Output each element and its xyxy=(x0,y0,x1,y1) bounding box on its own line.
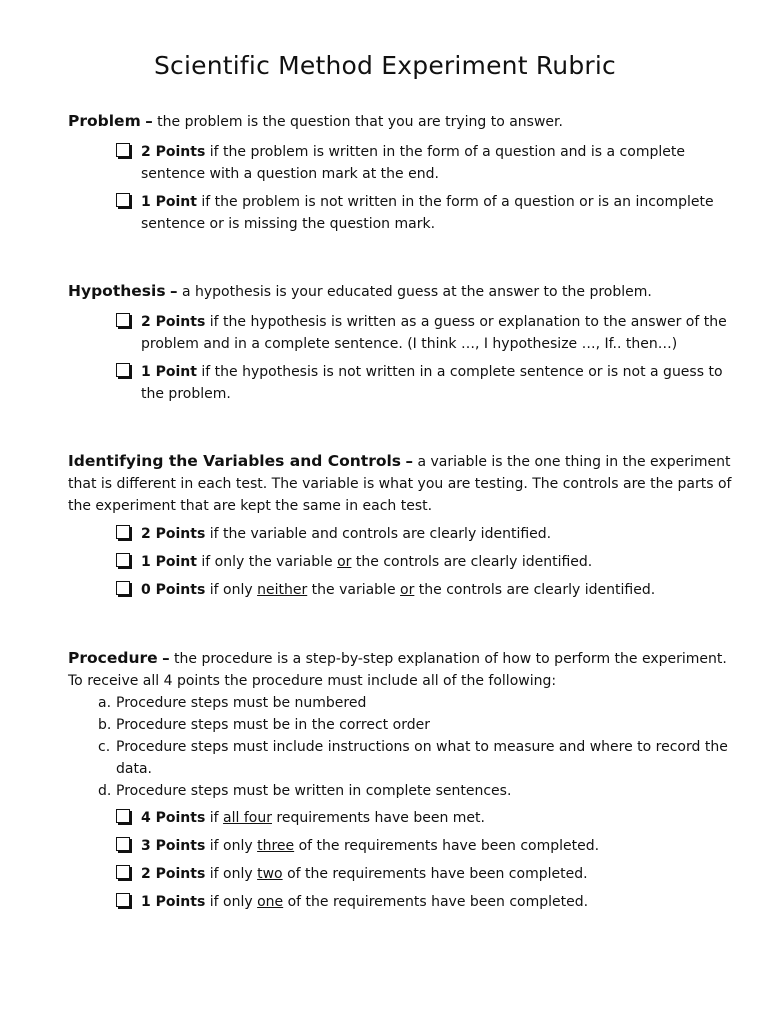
option-emphasis: neither xyxy=(257,582,308,598)
option-points: 1 Points xyxy=(141,894,206,910)
list-letter: b. xyxy=(98,717,112,733)
section-procedure xyxy=(68,647,740,913)
checkbox-option xyxy=(68,551,740,573)
checkbox-option xyxy=(68,891,740,913)
option-text: of the requirements have been completed. xyxy=(298,838,600,854)
option-text: if only xyxy=(209,866,253,882)
option-points: 2 Points xyxy=(141,526,206,542)
option-points: 3 Points xyxy=(141,838,206,854)
section-dash: – xyxy=(170,282,178,300)
checkbox-icon[interactable] xyxy=(116,313,130,327)
option-text: the variable xyxy=(311,582,396,598)
list-item xyxy=(98,780,740,802)
list-letter: c. xyxy=(98,739,111,755)
section-heading xyxy=(68,647,740,692)
section-variables-controls xyxy=(68,450,740,601)
option-text: the controls are clearly identified. xyxy=(355,554,593,570)
option-text: requirements have been met. xyxy=(276,810,485,826)
checkbox-option xyxy=(68,579,740,601)
checkbox-icon[interactable] xyxy=(116,143,130,157)
page-title: Scientific Method Experiment Rubric xyxy=(153,51,616,80)
option-emphasis: two xyxy=(257,866,283,882)
option-points: 1 Point xyxy=(141,364,197,380)
checkbox-option xyxy=(68,361,740,405)
checkbox-icon[interactable] xyxy=(116,363,130,377)
option-text: if only xyxy=(209,894,253,910)
section-heading xyxy=(68,280,740,303)
list-letter: d. xyxy=(98,783,112,799)
section-description: a hypothesis is your educated guess at the answer to the problem. xyxy=(181,284,652,300)
list-text: Procedure steps must be in the correct order xyxy=(116,717,430,733)
option-emphasis: all four xyxy=(223,810,272,826)
option-points: 1 Point xyxy=(141,554,197,570)
option-text: if the problem is not written in the form of a question or is an incomplete sentence or is missing the question mark. xyxy=(141,194,714,232)
section-hypothesis xyxy=(68,280,740,405)
option-text: if xyxy=(209,810,219,826)
checkbox-option xyxy=(68,523,740,545)
option-text: if the variable and controls are clearly identified. xyxy=(209,526,552,542)
option-text: if only xyxy=(209,838,253,854)
list-item xyxy=(98,714,740,736)
checkbox-icon[interactable] xyxy=(116,581,130,595)
section-dash: – xyxy=(405,452,413,470)
section-problem xyxy=(68,110,740,235)
checkbox-icon[interactable] xyxy=(116,525,130,539)
checkbox-option xyxy=(68,311,740,355)
section-name: Identifying the Variables and Controls xyxy=(68,452,402,470)
checkbox-icon[interactable] xyxy=(116,809,130,823)
section-heading xyxy=(68,110,740,133)
section-name: Problem xyxy=(68,112,141,130)
list-text: Procedure steps must be numbered xyxy=(116,695,367,711)
list-item xyxy=(98,692,740,714)
section-description: a variable is the one thing in the experiment that is different in each test. The variable is what you are testing. The controls are the parts of the experiment that are kept the same in each test. xyxy=(68,454,732,514)
requirements-list xyxy=(68,692,740,802)
option-text: if the hypothesis is written as a guess or explanation to the answer of the problem and in a complete sentence. (I think …, I hypothesize …, If.. then…) xyxy=(141,314,727,352)
checkbox-icon[interactable] xyxy=(116,865,130,879)
checkbox-option xyxy=(68,807,740,829)
list-text: Procedure steps must include instructions on what to measure and where to record the data. xyxy=(116,739,728,777)
option-points: 2 Points xyxy=(141,866,206,882)
checkbox-option xyxy=(68,835,740,857)
section-name: Hypothesis xyxy=(68,282,166,300)
section-heading xyxy=(68,450,740,517)
option-text: if only the variable xyxy=(201,554,333,570)
option-emphasis: or xyxy=(400,582,415,598)
option-text: of the requirements have been completed. xyxy=(287,866,588,882)
section-description: the problem is the question that you are trying to answer. xyxy=(157,114,563,130)
checkbox-option xyxy=(68,141,740,185)
option-emphasis: one xyxy=(257,894,284,910)
option-text: of the requirements have been completed. xyxy=(287,894,589,910)
option-text: if the problem is written in the form of a question and is a complete sentence with a question mark at the end. xyxy=(141,144,685,182)
option-text: if the hypothesis is not written in a complete sentence or is not a guess to the problem. xyxy=(141,364,723,402)
option-text: if only xyxy=(209,582,253,598)
checkbox-icon[interactable] xyxy=(116,193,130,207)
option-emphasis: three xyxy=(257,838,295,854)
option-text: the controls are clearly identified. xyxy=(418,582,656,598)
checkbox-icon[interactable] xyxy=(116,837,130,851)
checkbox-option xyxy=(68,863,740,885)
list-text: Procedure steps must be written in complete sentences. xyxy=(116,783,512,799)
option-points: 0 Points xyxy=(141,582,206,598)
list-item xyxy=(98,736,740,780)
option-points: 1 Point xyxy=(141,194,197,210)
option-points: 2 Points xyxy=(141,144,206,160)
section-dash: – xyxy=(145,112,153,130)
list-letter: a. xyxy=(98,695,112,711)
checkbox-icon[interactable] xyxy=(116,893,130,907)
option-points: 2 Points xyxy=(141,314,206,330)
checkbox-icon[interactable] xyxy=(116,553,130,567)
option-emphasis: or xyxy=(337,554,352,570)
section-name: Procedure xyxy=(68,649,158,667)
section-description: the procedure is a step-by-step explanation of how to perform the experiment. To receive all 4 points the procedure must include all of the following: xyxy=(68,651,727,689)
option-points: 4 Points xyxy=(141,810,206,826)
checkbox-option xyxy=(68,191,740,235)
section-dash: – xyxy=(162,649,170,667)
